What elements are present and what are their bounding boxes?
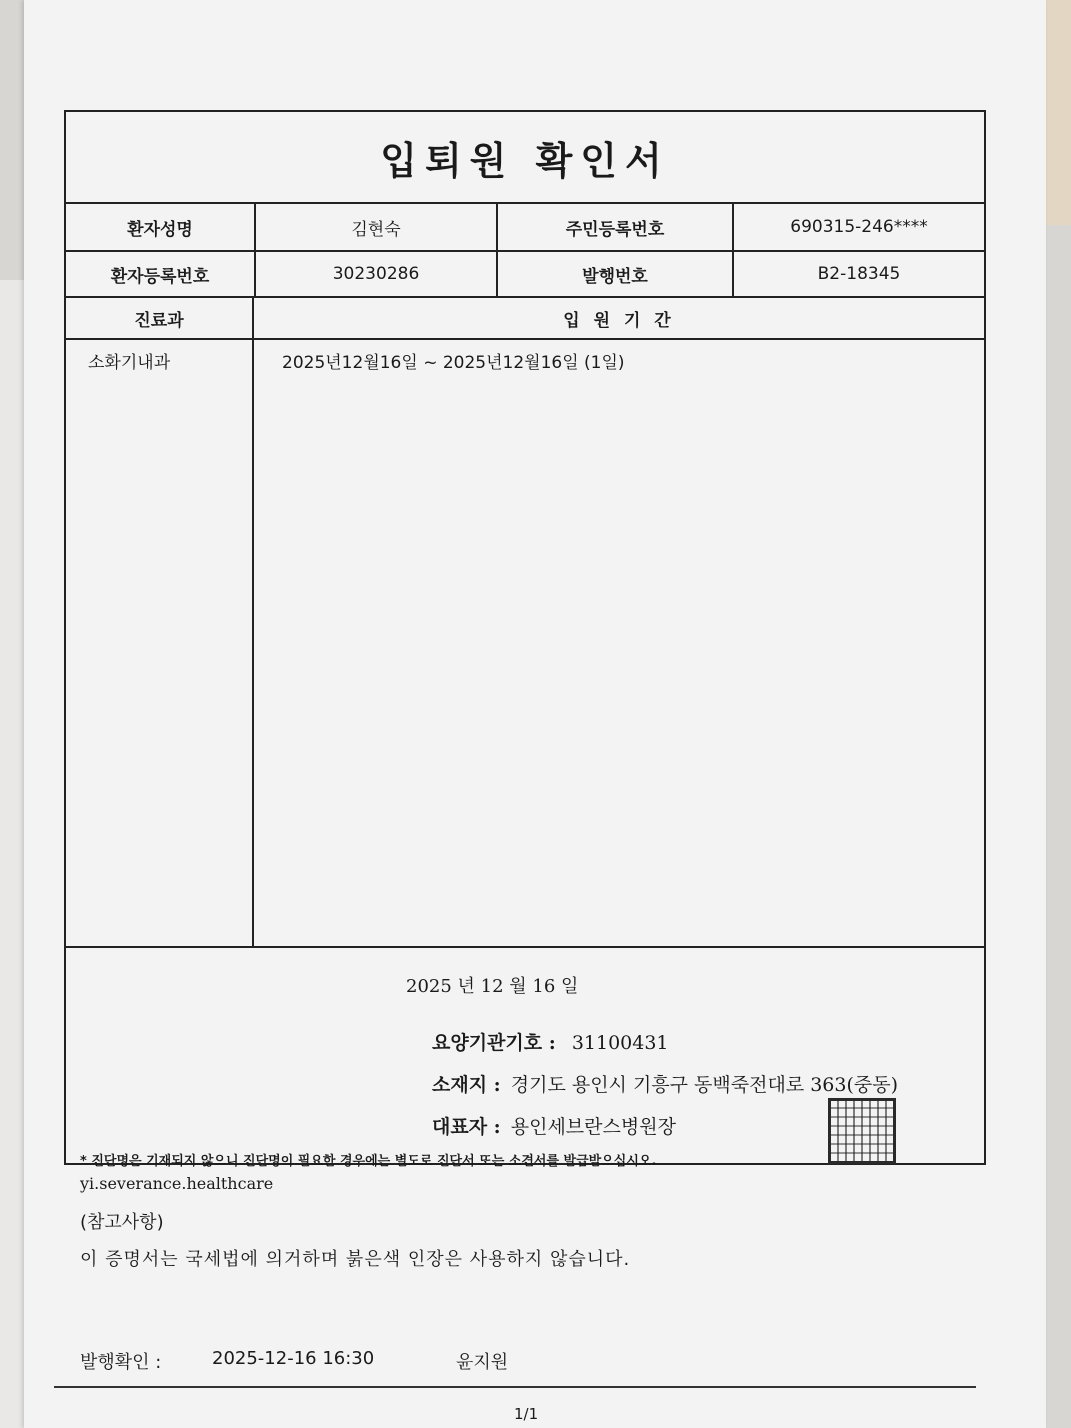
issue-confirmation bbox=[80, 1348, 508, 1374]
department-column bbox=[66, 340, 254, 946]
department-value: 소화기내과 bbox=[88, 353, 171, 373]
patient-row-2 bbox=[66, 252, 984, 298]
address-line bbox=[432, 1070, 898, 1097]
issue-date: 2025 년 12 월 16 일 bbox=[406, 976, 579, 997]
document-title: 입퇴원 확인서 bbox=[66, 112, 984, 204]
department-header: 진료과 bbox=[66, 298, 254, 338]
period-header: 입 원 기 간 bbox=[563, 310, 675, 331]
period-column bbox=[254, 340, 984, 946]
registration-value: 30230286 bbox=[256, 252, 498, 296]
representative-line bbox=[432, 1112, 676, 1139]
document-page bbox=[24, 0, 1046, 1428]
representative-label: 대표자 : bbox=[432, 1116, 501, 1138]
issue-number-label: 발행번호 bbox=[498, 252, 734, 296]
hospital-website: yi.severance.healthcare bbox=[80, 1174, 274, 1193]
institution-code-line bbox=[432, 1028, 669, 1055]
page-number: 1/1 bbox=[514, 1405, 539, 1423]
table-header-row bbox=[66, 298, 984, 340]
footer-divider bbox=[54, 1386, 976, 1388]
diagnosis-note: * 진단명은 기재되지 않으니 진단명이 필요한 경우에는 별도로 진단서 또는 소견서를 발급받으십시오. bbox=[80, 1154, 657, 1169]
certificate-frame bbox=[64, 110, 986, 1169]
issue-number-value: B2-18345 bbox=[817, 264, 901, 284]
issuer-name: 윤지원 bbox=[456, 1352, 509, 1373]
issue-confirm-datetime: 2025-12-16 16:30 bbox=[212, 1348, 375, 1369]
representative-value: 용인세브란스병원장 bbox=[510, 1116, 676, 1138]
content-divider bbox=[66, 946, 984, 948]
rrn-value: 690315-246**** bbox=[790, 217, 928, 237]
patient-name-value: 김현숙 bbox=[256, 204, 498, 250]
institution-code-value: 31100431 bbox=[571, 1032, 669, 1054]
rrn-label: 주민등록번호 bbox=[498, 204, 734, 250]
patient-name-label: 환자성명 bbox=[66, 204, 256, 250]
address-value: 경기도 용인시 기흥구 동백죽전대로 363(중동) bbox=[510, 1074, 899, 1096]
registration-label: 환자등록번호 bbox=[66, 252, 256, 296]
reference-text: 이 증명서는 국세법에 의거하며 붉은색 인장은 사용하지 않습니다. bbox=[80, 1249, 631, 1270]
admission-period-value: 2025년12월16일 ~ 2025년12월16일 (1일) bbox=[282, 353, 625, 373]
address-label: 소재지 : bbox=[432, 1074, 501, 1096]
hospital-seal-stamp bbox=[828, 1098, 896, 1164]
institution-code-label: 요양기관기호 : bbox=[432, 1032, 556, 1054]
issue-confirm-label: 발행확인 : bbox=[80, 1352, 162, 1373]
reference-title: (참고사항) bbox=[80, 1212, 164, 1233]
patient-row-1 bbox=[66, 204, 984, 252]
